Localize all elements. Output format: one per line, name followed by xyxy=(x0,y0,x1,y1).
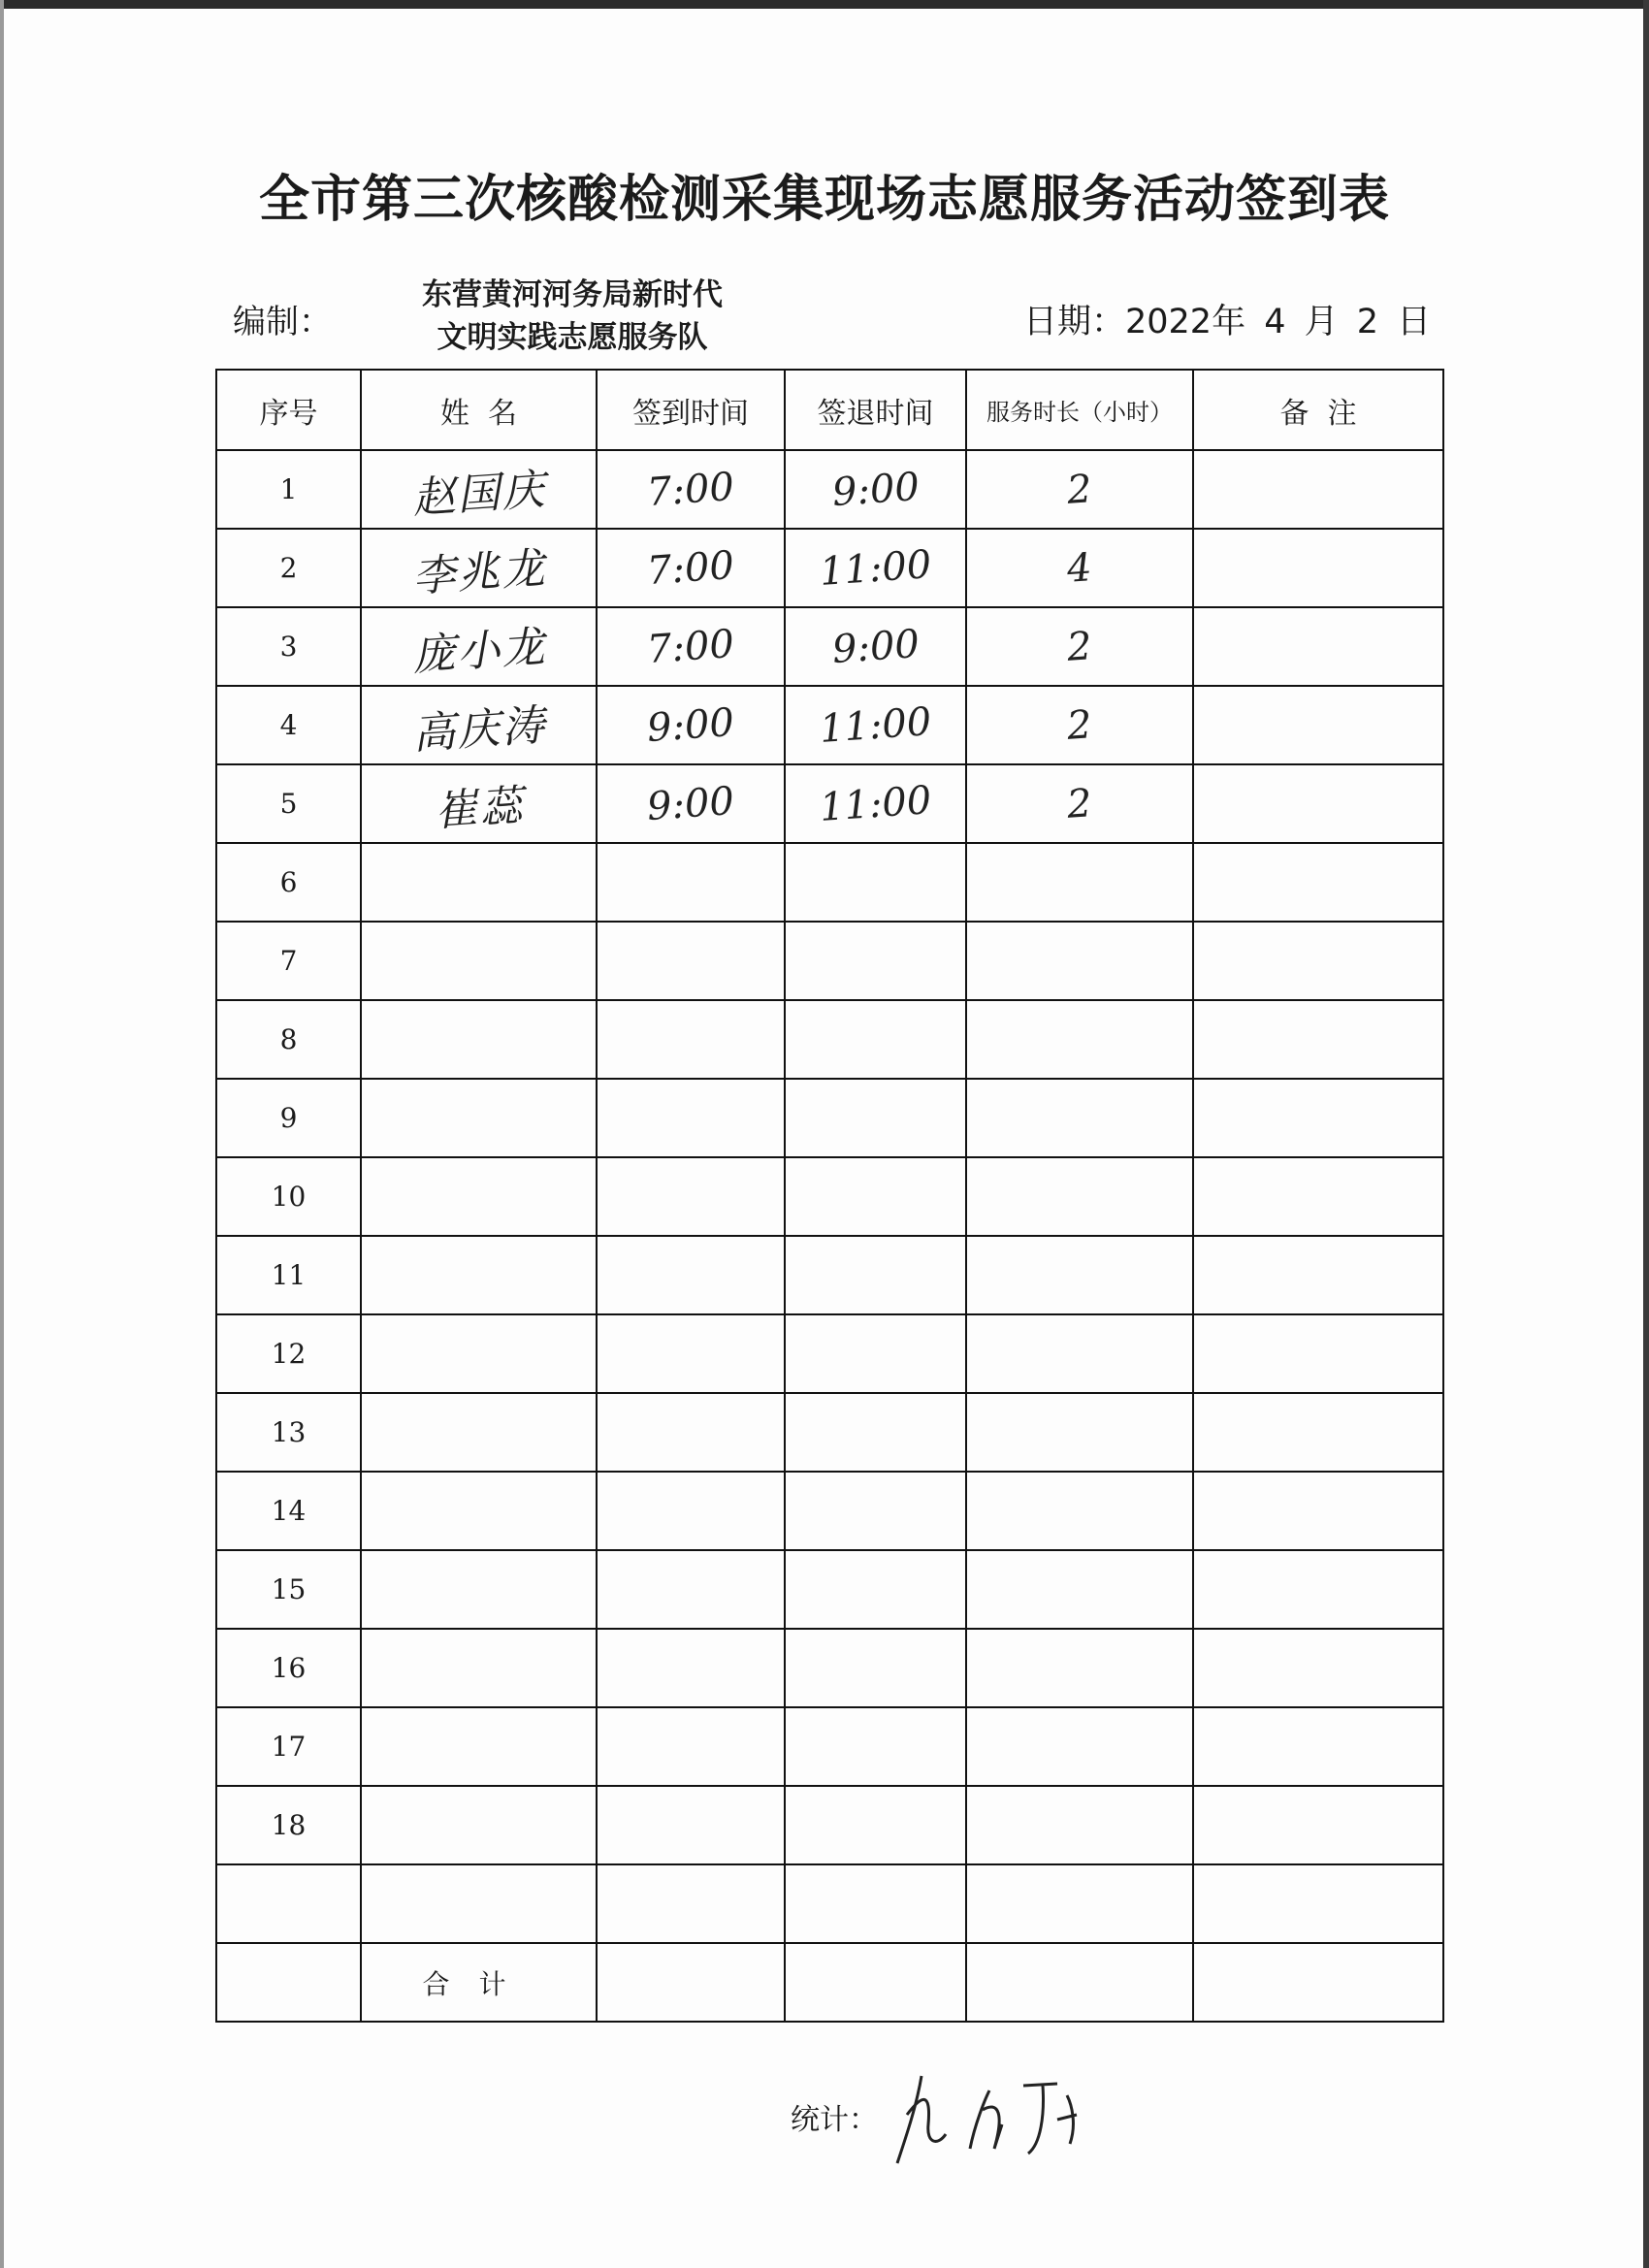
cell-index: 12 xyxy=(216,1314,361,1393)
table-row xyxy=(216,1786,1443,1864)
cell-index xyxy=(216,1864,361,1943)
cell-hours xyxy=(966,843,1193,922)
cell-hours xyxy=(966,1393,1193,1472)
cell-hours xyxy=(966,450,1193,529)
handwritten-hours: 2 xyxy=(1065,701,1094,749)
handwritten-sign-in: 7:00 xyxy=(645,621,736,672)
cell-remarks xyxy=(1193,1236,1443,1314)
cell-sign-out xyxy=(785,1079,966,1157)
handwritten-sign-in: 9:00 xyxy=(645,699,736,751)
cell-sign-in xyxy=(597,1314,785,1393)
cell-sign-in xyxy=(597,1550,785,1629)
cell-name xyxy=(361,1629,597,1707)
total-index-cell xyxy=(216,1943,361,2022)
cell-sign-out xyxy=(785,1629,966,1707)
cell-sign-out xyxy=(785,1707,966,1786)
cell-remarks xyxy=(1193,843,1443,922)
cell-remarks xyxy=(1193,1157,1443,1236)
cell-index: 6 xyxy=(216,843,361,922)
cell-sign-out xyxy=(785,764,966,843)
header-name: 姓 名 xyxy=(361,370,597,450)
cell-name xyxy=(361,1000,597,1079)
scan-border-left xyxy=(0,0,4,2268)
cell-hours xyxy=(966,1236,1193,1314)
handwritten-hours: 2 xyxy=(1065,623,1094,670)
cell-sign-out xyxy=(785,1393,966,1472)
table-row xyxy=(216,1707,1443,1786)
cell-sign-out xyxy=(785,1864,966,1943)
handwritten-sign-in: 7:00 xyxy=(645,542,736,594)
table-row xyxy=(216,1629,1443,1707)
handwritten-name: 崔蕊 xyxy=(433,780,526,836)
table-row xyxy=(216,1236,1443,1314)
cell-remarks xyxy=(1193,450,1443,529)
table-row xyxy=(216,922,1443,1000)
cell-hours xyxy=(966,1550,1193,1629)
cell-name xyxy=(361,1157,597,1236)
table-header-row xyxy=(216,370,1443,450)
cell-hours xyxy=(966,1472,1193,1550)
cell-name xyxy=(361,1472,597,1550)
cell-sign-out xyxy=(785,922,966,1000)
compiler-org-line1: 东营黄河河务局新时代 xyxy=(422,277,723,312)
sign-in-table xyxy=(215,369,1444,2023)
cell-name xyxy=(361,607,597,686)
handwritten-hours: 4 xyxy=(1065,544,1094,592)
cell-name xyxy=(361,922,597,1000)
cell-remarks xyxy=(1193,607,1443,686)
cell-sign-out xyxy=(785,1000,966,1079)
cell-name xyxy=(361,843,597,922)
handwritten-sign-out: 9:00 xyxy=(830,621,921,672)
cell-hours xyxy=(966,686,1193,764)
cell-sign-in xyxy=(597,764,785,843)
table-row xyxy=(216,607,1443,686)
cell-sign-out xyxy=(785,607,966,686)
cell-remarks xyxy=(1193,764,1443,843)
cell-sign-out xyxy=(785,1157,966,1236)
cell-index: 17 xyxy=(216,1707,361,1786)
cell-sign-in xyxy=(597,1079,785,1157)
cell-sign-in xyxy=(597,1393,785,1472)
table-row xyxy=(216,1079,1443,1157)
cell-index: 8 xyxy=(216,1000,361,1079)
table-row xyxy=(216,1314,1443,1393)
cell-sign-in xyxy=(597,1236,785,1314)
header-index: 序号 xyxy=(216,370,361,450)
cell-remarks xyxy=(1193,1000,1443,1079)
cell-sign-in xyxy=(597,1157,785,1236)
cell-remarks xyxy=(1193,529,1443,607)
total-row xyxy=(216,1943,1443,2022)
handwritten-hours: 2 xyxy=(1065,466,1094,513)
cell-sign-out xyxy=(785,529,966,607)
cell-name xyxy=(361,1786,597,1864)
handwritten-sign-out: 11:00 xyxy=(818,698,933,752)
table-row xyxy=(216,843,1443,922)
total-remarks-cell xyxy=(1193,1943,1443,2022)
cell-name xyxy=(361,686,597,764)
cell-sign-in xyxy=(597,922,785,1000)
cell-remarks xyxy=(1193,922,1443,1000)
table-row xyxy=(216,529,1443,607)
cell-index: 9 xyxy=(216,1079,361,1157)
handwritten-sign-in: 9:00 xyxy=(645,778,736,829)
cell-name xyxy=(361,1314,597,1393)
total-hours-cell xyxy=(966,1943,1193,2022)
cell-hours xyxy=(966,1786,1193,1864)
cell-hours xyxy=(966,529,1193,607)
cell-index: 14 xyxy=(216,1472,361,1550)
cell-index: 2 xyxy=(216,529,361,607)
cell-sign-in xyxy=(597,1864,785,1943)
cell-remarks xyxy=(1193,1864,1443,1943)
cell-name xyxy=(361,450,597,529)
cell-index: 10 xyxy=(216,1157,361,1236)
handwritten-name: 赵国庆 xyxy=(410,464,548,524)
cell-sign-in xyxy=(597,1472,785,1550)
header-remarks: 备 注 xyxy=(1193,370,1443,450)
table-row xyxy=(216,764,1443,843)
table-row xyxy=(216,1472,1443,1550)
cell-sign-out xyxy=(785,1472,966,1550)
cell-sign-in xyxy=(597,1629,785,1707)
handwritten-sign-out: 11:00 xyxy=(818,777,933,830)
total-label: 合计 xyxy=(361,1943,597,2022)
cell-sign-in xyxy=(597,686,785,764)
cell-hours xyxy=(966,1079,1193,1157)
cell-hours xyxy=(966,1629,1193,1707)
table-row xyxy=(216,1000,1443,1079)
cell-sign-in xyxy=(597,1786,785,1864)
cell-index: 1 xyxy=(216,450,361,529)
cell-hours xyxy=(966,922,1193,1000)
compiler-org-line2: 文明实践志愿服务队 xyxy=(436,320,708,355)
cell-index: 3 xyxy=(216,607,361,686)
compiler-label: 编制： xyxy=(233,303,332,341)
total-sign-out-cell xyxy=(785,1943,966,2022)
cell-remarks xyxy=(1193,1314,1443,1393)
table-row xyxy=(216,1157,1443,1236)
cell-hours xyxy=(966,607,1193,686)
cell-index: 18 xyxy=(216,1786,361,1864)
cell-name xyxy=(361,1707,597,1786)
cell-index: 4 xyxy=(216,686,361,764)
cell-name xyxy=(361,1393,597,1472)
cell-remarks xyxy=(1193,686,1443,764)
cell-remarks xyxy=(1193,1786,1443,1864)
cell-remarks xyxy=(1193,1393,1443,1472)
scan-border-right xyxy=(1643,0,1649,2268)
handwritten-name: 高庆涛 xyxy=(410,699,548,760)
scan-border-top xyxy=(0,0,1649,9)
handwritten-sign-in: 7:00 xyxy=(645,464,736,515)
total-sign-in-cell xyxy=(597,1943,785,2022)
cell-index: 5 xyxy=(216,764,361,843)
cell-sign-in xyxy=(597,529,785,607)
handwritten-name: 庞小龙 xyxy=(410,621,548,681)
date-field: 日期：2022年 4 月 2 日 xyxy=(1023,303,1432,341)
cell-name xyxy=(361,1550,597,1629)
cell-sign-in xyxy=(597,1000,785,1079)
table-row xyxy=(216,450,1443,529)
table-row xyxy=(216,1393,1443,1472)
cell-remarks xyxy=(1193,1707,1443,1786)
cell-hours xyxy=(966,1157,1193,1236)
cell-hours xyxy=(966,764,1193,843)
document-title: 全市第三次核酸检测采集现场志愿服务活动签到表 xyxy=(258,171,1390,229)
cell-remarks xyxy=(1193,1472,1443,1550)
cell-index: 15 xyxy=(216,1550,361,1629)
cell-index: 11 xyxy=(216,1236,361,1314)
cell-index: 7 xyxy=(216,922,361,1000)
cell-sign-out xyxy=(785,843,966,922)
handwritten-sign-out: 11:00 xyxy=(818,541,933,595)
table-body xyxy=(216,450,1443,1943)
header-sign-in: 签到时间 xyxy=(597,370,785,450)
cell-sign-out xyxy=(785,1786,966,1864)
statistics-label: 统计： xyxy=(791,2103,878,2137)
table-row xyxy=(216,686,1443,764)
cell-name xyxy=(361,1236,597,1314)
statistician-signature xyxy=(878,2057,1101,2173)
cell-sign-out xyxy=(785,1550,966,1629)
cell-remarks xyxy=(1193,1629,1443,1707)
cell-sign-in xyxy=(597,843,785,922)
header-sign-out: 签退时间 xyxy=(785,370,966,450)
cell-index: 16 xyxy=(216,1629,361,1707)
cell-sign-out xyxy=(785,1236,966,1314)
cell-name xyxy=(361,1079,597,1157)
cell-remarks xyxy=(1193,1079,1443,1157)
cell-hours xyxy=(966,1314,1193,1393)
cell-sign-in xyxy=(597,450,785,529)
cell-sign-out xyxy=(785,686,966,764)
cell-name xyxy=(361,764,597,843)
cell-remarks xyxy=(1193,1550,1443,1629)
handwritten-hours: 2 xyxy=(1065,780,1094,827)
compiler-organization xyxy=(388,274,757,359)
cell-sign-in xyxy=(597,1707,785,1786)
cell-hours xyxy=(966,1000,1193,1079)
table-row xyxy=(216,1550,1443,1629)
cell-hours xyxy=(966,1707,1193,1786)
cell-hours xyxy=(966,1864,1193,1943)
handwritten-name: 李兆龙 xyxy=(410,542,548,602)
cell-sign-out xyxy=(785,450,966,529)
header-hours: 服务时长（小时） xyxy=(966,370,1193,450)
cell-sign-out xyxy=(785,1314,966,1393)
cell-name xyxy=(361,1864,597,1943)
handwritten-sign-out: 9:00 xyxy=(830,464,921,515)
cell-index: 13 xyxy=(216,1393,361,1472)
table-row xyxy=(216,1864,1443,1943)
cell-sign-in xyxy=(597,607,785,686)
cell-name xyxy=(361,529,597,607)
